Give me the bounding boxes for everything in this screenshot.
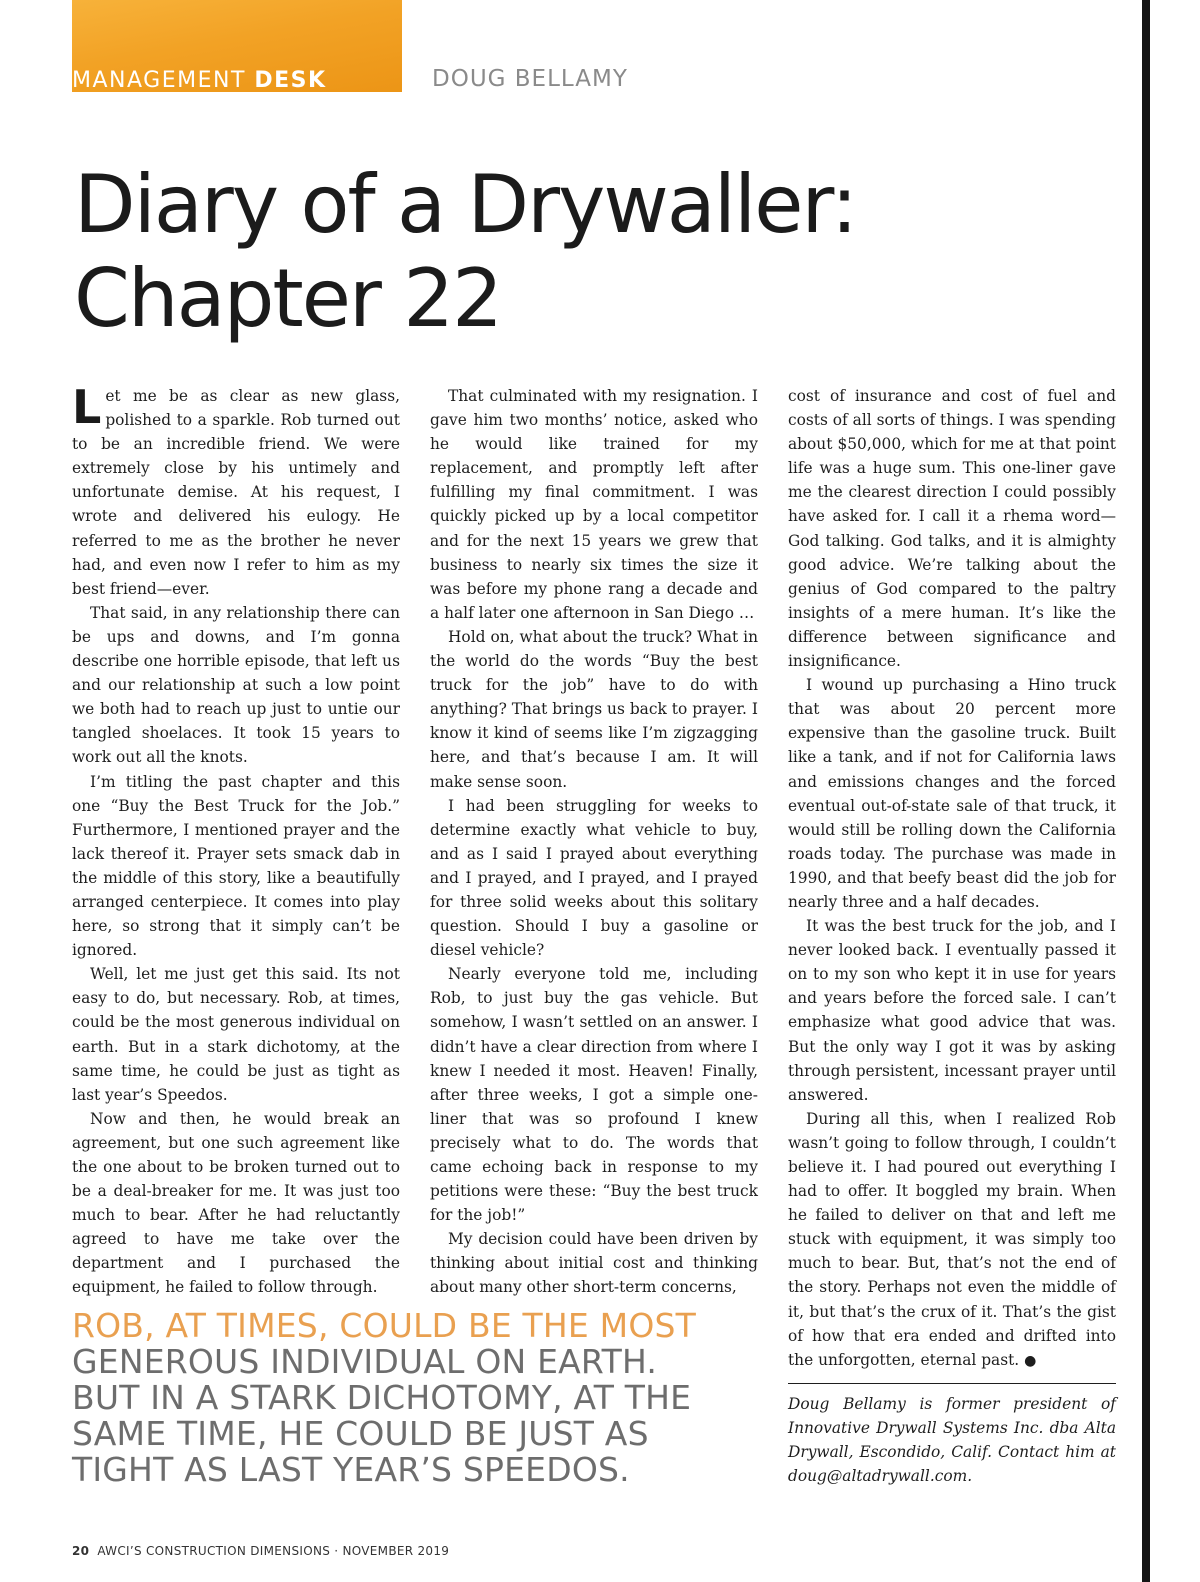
article-title: [74, 158, 1074, 346]
paragraph: It was the best truck for the job, and I never looked back. I eventually passed it on to my son who kept it in use for years and years before the forced sale. I can’t emphasize what good advice that was. But the only way I got it was by asking through persistent, incessant prayer until answered.: [788, 917, 1116, 1104]
paragraph: Hold on, what about the truck? What in the world do the words “Buy the best truck for the job” have to do with anything? That brings us back to prayer. I know it kind of seems like I’m zigzagging here, and that’s because I am. It will make sense soon.: [430, 627, 758, 791]
drop-cap: L: [72, 380, 102, 434]
page-number: 20: [72, 1544, 90, 1558]
paragraph: Let me be as clear as new glass, polished to a sparkle. Rob turned out to be an incredible friend. We were extremely close by his untimely and unfortunate demise. At his request, I wrote and delivered his eulogy. He referred to me as the brother he never had, and even now I refer to him as my best friend—ever.: [72, 380, 400, 598]
section-label: [72, 66, 327, 92]
paragraph: That said, in any relationship there can be ups and downs, and I’m gonna describe one horrible episode, that left us and our relationship at such a low point we both had to reach up just to untie our tangled shoelaces. It took 15 years to work out all the knots.: [72, 603, 400, 767]
paragraph: During all this, when I realized Rob wasn’t going to follow through, I couldn’t believe it. I had poured out everything I had to offer. It boggled my brain. When he failed to deliver on that and left me stuck with equipment, it was simply too much to bear. But, that’s not the end of the story. Perhaps not even the middle of it, but that’s the crux of it. That’s the gist of how that era ended and drifted into the unforgotten, eternal past. ●: [788, 1109, 1116, 1369]
paragraph: Nearly everyone told me, including Rob, to just buy the gas vehicle. But somehow, I wasn’t settled on an answer. I didn’t have a clear direction from where I knew I needed it most. Heaven! Finally, after three weeks, I got a simple one-liner that was so profound I knew precisely what to do. The words that came echoing back in response to my petitions were these: “Buy the best truck for the job!”: [430, 965, 758, 1225]
title-line-2: Chapter 22: [74, 252, 502, 345]
article-column-3: [788, 384, 1116, 1373]
title-line-1: Diary of a Drywaller:: [74, 158, 856, 251]
paragraph: Now and then, he would break an agreement, but one such agreement like the one about to be broken turned out to be a deal-breaker for me. It was just too much to bear. After he had reluctantly agreed to have me take over the department and I purchased the equipment, he failed to follow through.: [72, 1109, 400, 1297]
section-label-bold: DESK: [254, 68, 327, 92]
publication-line: AWCI’S CONSTRUCTION DIMENSIONS · NOVEMBER 2019: [97, 1544, 450, 1558]
paragraph: My decision could have been driven by thinking about initial cost and thinking about many other short-term concerns,: [430, 1230, 758, 1297]
paragraph: cost of insurance and cost of fuel and costs of all sorts of things. I was spending about $50,000, which for me at that point life was a huge sum. This one-liner gave me the clearest direction I could possibly have asked for. I call it a rhema word—God talking. God talks, and it is almighty good advice. We’re talking about the genius of God compared to the paltry insights of a mere human. It’s like the difference between significance and insignificance.: [788, 387, 1116, 671]
author-bio: Doug Bellamy is former president of Innovative Drywall Systems Inc. dba Alta Drywall, Escondido, Calif. Contact him at doug@altadrywall.com.: [788, 1395, 1116, 1486]
pull-quote: [72, 1308, 712, 1488]
paragraph: I wound up purchasing a Hino truck that was about 20 percent more expensive than the gasoline truck. Built like a tank, and if not for California laws and emissions changes and the forced eventual out-of-state sale of that truck, it would still be rolling down the California roads today. The purchase was made in 1990, and that beefy beast did the job for nearly three and a half decades.: [788, 676, 1116, 911]
paragraph: I had been struggling for weeks to determine exactly what vehicle to buy, and as I said I prayed about everything and I prayed, and I prayed, and I prayed for three solid weeks about this solitary question. Should I buy a gasoline or diesel vehicle?: [430, 796, 758, 960]
article-column-1: [72, 380, 400, 1300]
page-footer: [72, 1544, 449, 1558]
pull-quote-accent: ROB, AT TIMES, COULD BE THE MOST: [72, 1306, 697, 1345]
page-edge-rule: [1142, 0, 1150, 1582]
paragraph: I’m titling the past chapter and this one “Buy the Best Truck for the Job.” Furthermore, I mentioned prayer and the lack thereof it. Prayer sets smack dab in the middle of this story, like a beautifully arranged centerpiece. It comes into play here, so strong that it simply can’t be ignored.: [72, 772, 400, 960]
author-name: DOUG BELLAMY: [432, 66, 628, 92]
section-label-light: MANAGEMENT: [72, 68, 255, 92]
pull-quote-rest: GENEROUS INDIVIDUAL ON EARTH. BUT IN A STARK DICHOTOMY, AT THE SAME TIME, HE COULD BE JUST AS TIGHT AS LAST YEAR’S SPEEDOS.: [72, 1342, 692, 1489]
bio-divider: [788, 1383, 1116, 1384]
paragraph: Well, let me just get this said. Its not easy to do, but necessary. Rob, at times, could be the most generous individual on earth. But in a stark dichotomy, at the same time, he could be just as tight as last year’s Speedos.: [72, 965, 400, 1104]
paragraph: That culminated with my resignation. I gave him two months’ notice, asked who he would like trained for my replacement, and promptly left after fulfilling my final commitment. I was quickly picked up by a local competitor and for the next 15 years we grew that business to nearly six times the size it was before my phone rang a decade and a half later one afternoon in San Diego …: [430, 387, 758, 622]
end-of-article-mark: ●: [1024, 1352, 1037, 1369]
article-column-2: [430, 384, 758, 1300]
